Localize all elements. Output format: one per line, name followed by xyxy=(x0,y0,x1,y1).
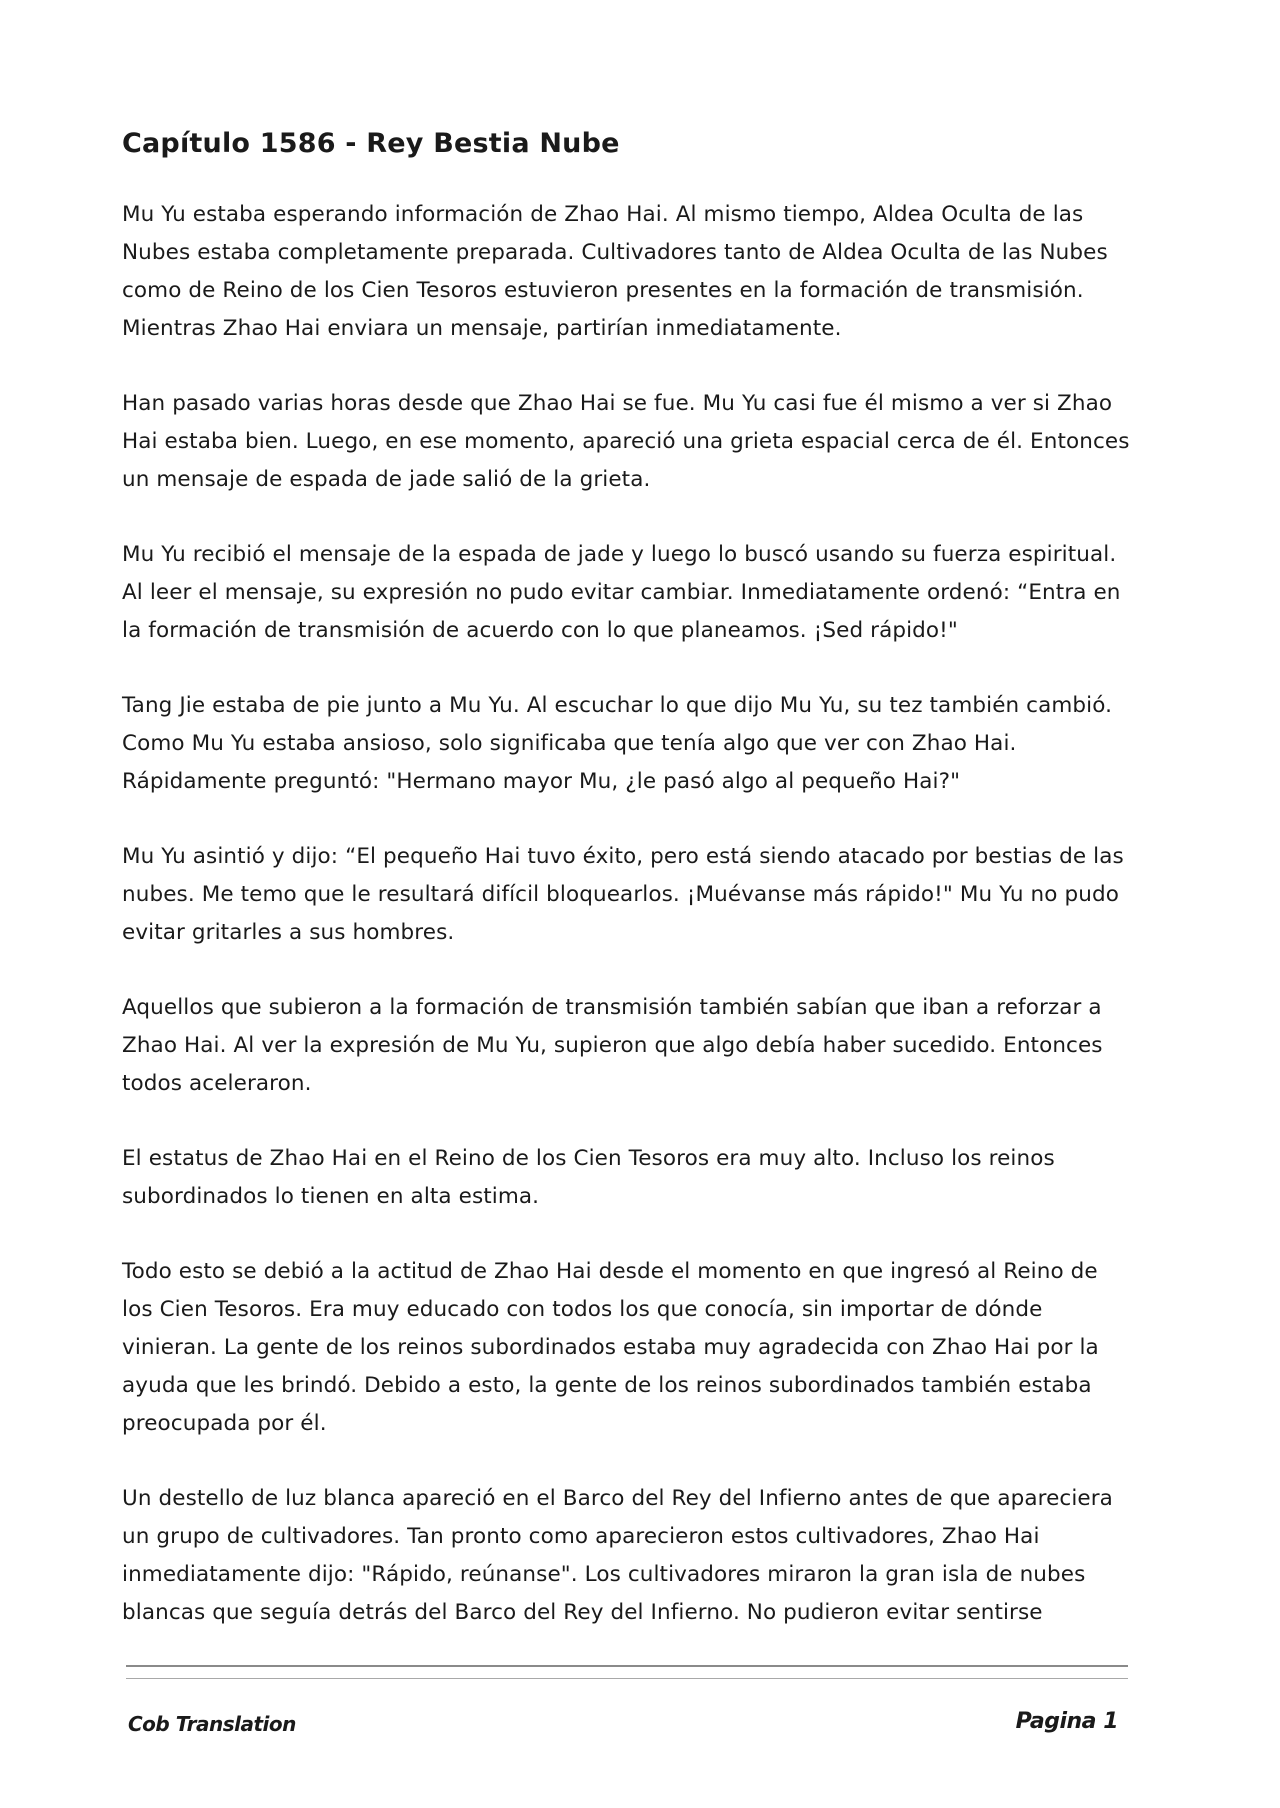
paragraph: El estatus de Zhao Hai en el Reino de los Cien Tesoros era muy alto. Incluso los reinos subordinados lo tienen en alta estima. xyxy=(122,1146,1055,1209)
chapter-title: Capítulo 1586 - Rey Bestia Nube xyxy=(122,128,620,159)
paragraph: Tang Jie estaba de pie junto a Mu Yu. Al escuchar lo que dijo Mu Yu, su tez también cambió. Como Mu Yu estaba ansioso, solo significaba que tenía algo que ver con Zhao Hai. Rápidamente preguntó: "Hermano mayor Mu, ¿le pasó algo al pequeño Hai?" xyxy=(122,693,1113,794)
paragraph: Aquellos que subieron a la formación de transmisión también sabían que iban a reforzar a Zhao Hai. Al ver la expresión de Mu Yu, supieron que algo debía haber sucedido. Entonces todos aceleraron. xyxy=(122,995,1103,1096)
paragraph: Mu Yu estaba esperando información de Zhao Hai. Al mismo tiempo, Aldea Oculta de las Nubes estaba completamente preparada. Cultivadores tanto de Aldea Oculta de las Nubes como de Reino de los Cien Tesoros estuvieron presentes en la formación de transmisión. Mientras Zhao Hai enviara un mensaje, partirían inmediatamente. xyxy=(122,202,1108,341)
footer-translator: Cob Translation xyxy=(128,1712,296,1736)
paragraph: Un destello de luz blanca apareció en el Barco del Rey del Infierno antes de que apareciera un grupo de cultivadores. Tan pronto como aparecieron estos cultivadores, Zhao Hai inmediatamente dijo: "Rápido, reúnanse". Los cultivadores miraron la gran isla de nubes blancas que seguía detrás del Barco del Rey del Infierno. No pudieron evitar sentirse xyxy=(122,1486,1113,1625)
paragraph: Todo esto se debió a la actitud de Zhao Hai desde el momento en que ingresó al Reino de los Cien Tesoros. Era muy educado con todos los que conocía, sin importar de dónde vinieran. La gente de los reinos subordinados estaba muy agradecida con Zhao Hai por la ayuda que les brindó. Debido a esto, la gente de los reinos subordinados también estaba preocupada por él. xyxy=(122,1259,1099,1436)
footer-page-number: Pagina 1 xyxy=(1015,1709,1118,1734)
paragraph: Mu Yu asintió y dijo: “El pequeño Hai tuvo éxito, pero está siendo atacado por bestias de las nubes. Me temo que le resultará difícil bloquearlos. ¡Muévanse más rápido!" Mu Yu no pudo evitar gritarles a sus hombres. xyxy=(122,844,1124,945)
document-body xyxy=(122,124,1132,1632)
footer-divider xyxy=(126,1665,1128,1667)
footer-divider-thin xyxy=(126,1678,1128,1679)
paragraph: Mu Yu recibió el mensaje de la espada de jade y luego lo buscó usando su fuerza espiritual. Al leer el mensaje, su expresión no pudo evitar cambiar. Inmediatamente ordenó: “Entra en la formación de transmisión de acuerdo con lo que planeamos. ¡Sed rápido!" xyxy=(122,542,1121,643)
paragraph: Han pasado varias horas desde que Zhao Hai se fue. Mu Yu casi fue él mismo a ver si Zhao Hai estaba bien. Luego, en ese momento, apareció una grieta espacial cerca de él. Entonces un mensaje de espada de jade salió de la grieta. xyxy=(122,391,1130,492)
